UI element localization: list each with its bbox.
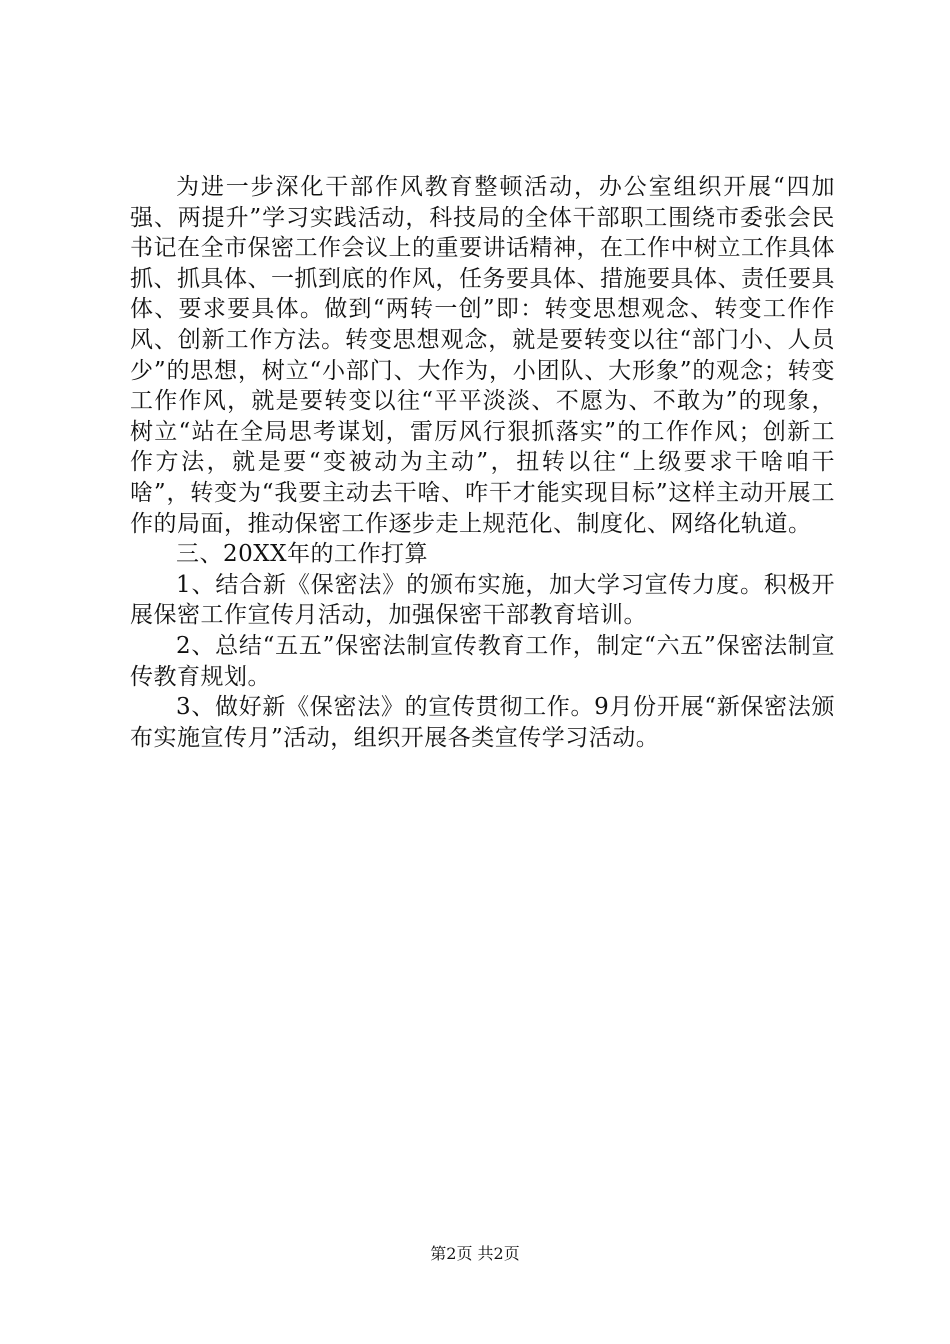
body-paragraph: 为进一步深化干部作风教育整顿活动，办公室组织开展“四加强、两提升”学习实践活动，科技局的全体干部职工围绕市委张会民书记在全市保密工作会议上的重要讲话精神，在工作中树立工作具体抓、抓具体、一抓到底的作风，任务要具体、措施要具体、责任要具体、要求要具体。做到“两转一创”即：转变思想观念、转变工作作风、创新工作方法。转变思想观念，就是要转变以往“部门小、人员少”的思想，树立“小部门、大作为，小团队、大形象”的观念；转变工作作风，就是要转变以往“平平淡淡、不愿为、不敢为”的现象，树立“站在全局思考谋划，雷厉风行狠抓落实”的工作作风；创新工作方法，就是要“变被动为主动”，扭转以往“上级要求干啥咱干啥”，转变为“我要主动去干啥、咋干才能实现目标”这样主动开展工作的局面，推动保密工作逐步走上规范化、制度化、网络化轨道。 bbox=[130, 174, 835, 537]
page-number-footer: 第2页 共2页 bbox=[430, 1244, 520, 1263]
document-body bbox=[130, 172, 835, 753]
plan-item-3: 3、做好新《保密法》的宣传贯彻工作。9月份开展“新保密法颁布实施宣传月”活动，组织开展各类宣传学习活动。 bbox=[130, 694, 835, 751]
plan-item-1: 1、结合新《保密法》的颁布实施，加大学习宣传力度。积极开展保密工作宣传月活动，加强保密干部教育培训。 bbox=[130, 571, 835, 629]
section-heading: 三、20XX年的工作打算 bbox=[176, 541, 429, 568]
plan-item-2: 2、总结“五五”保密法制宣传教育工作，制定“六五”保密法制宣传教育规划。 bbox=[130, 632, 835, 690]
